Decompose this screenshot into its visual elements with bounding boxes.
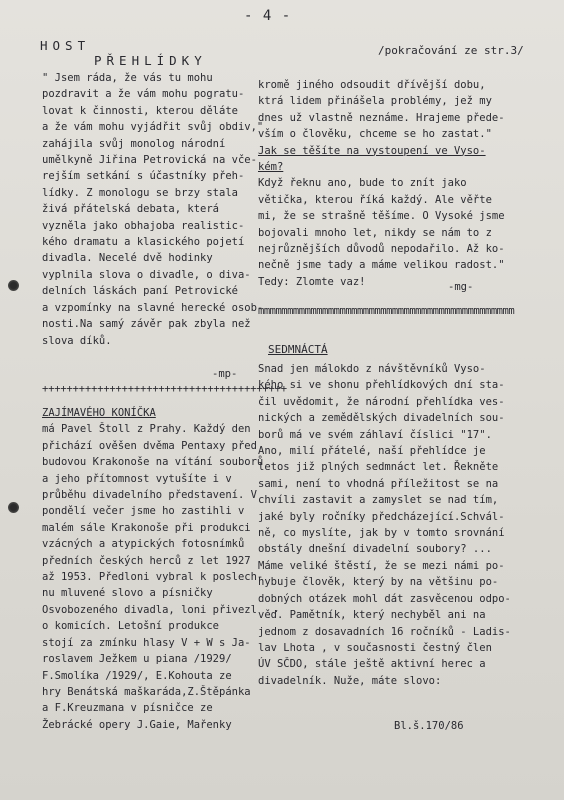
punch-hole xyxy=(8,280,19,291)
continued-text: kromě jiného odsoudit dřívější dobu, ktrá lidem přinášela problémy, jež my dnes už vlastně neznáme. Hrajeme přede- vším o člověku, chceme se ho zastat." xyxy=(258,79,505,141)
article-title-host: HOST xyxy=(40,38,91,53)
continued-note: /pokračování ze str.3/ xyxy=(378,44,524,57)
article-title-konicek: ZAJÍMAVÉHO KONÍČKA xyxy=(42,407,156,419)
closing-line: Tedy: Zlomte vaz! xyxy=(258,275,366,288)
article-title-prehlidky: PŘEHLÍDKY xyxy=(94,53,207,68)
signature-mg: -mg- xyxy=(448,281,474,293)
interview-answer: Když řeknu ano, bude to znít jako větička, kterou říká každý. Ale věřte mi, že se strašně těšíme. O Vysoké jsme bojovali mnoho let, nikdy se nám to z nejrůznějších důvodů nepodařilo. Až ko- nečně jsme tady a máme velikou radost." xyxy=(258,177,505,272)
separator-line-right: mmmmmmmmmmmmmmmmmmmmmmmmmmmmmmmmmmmmmmmmmmmm xyxy=(258,305,515,317)
article-title-sedmnacta: SEDMNÁCTÁ xyxy=(268,343,328,356)
signature-bl: Bl.š.170/86 xyxy=(394,720,464,732)
article-body-host: " Jsem ráda, že vás tu mohu pozdravit a že vám mohu pogratu- lovat k činnosti, kterou děláte a že vám mohu vyjádřit svůj obdiv," zahájila svůj monolog národní umělkyně Jiřina Petrovická na vče- rejším setkání s účastníky přeh- lídky. Z monologu se brzy stala živá přátelská debata, která vyzněla jako obhajoba realistic- kého dramatu a klasického pojetí divadla. Necelé dvě hodinky vyplnila slova o divadle, o diva- delních láskách paní Petrovické a vzpomínky na slavné herecké osob- nosti.Na samý závěr pak zbyla než slova díků. xyxy=(42,72,264,347)
article-body-konicek xyxy=(42,405,263,733)
article-body-continued xyxy=(258,77,505,290)
article-body-sedmnacta: Snad jen málokdo z návštěvníků Vyso- kého si ve shonu přehlídkových dní sta- čil uvědomit, že národní přehlídka ves- nických a zemědělských divadelních sou- borů má ve svém záhlaví číslici "17". Ano, milí přátelé, naší přehlídce je letos již plných sedmnáct let. Řekněte sami, není to vhodná příležitost se na chvíli zastavit a zamyslet se nad tím, jaké byly ročníky předcházející.Schvál- ně, co myslíte, jak by v tomto srovnání obstály dnešní divadelní soubory? ... Máme veliké štěstí, že se mezi námi po- hybuje člověk, který by na většinu po- dobných otázek mohl dát zasvěcenou odpo- věď. Pamětník, který nechyběl ani na jednom z dosavadních 16 ročníků - Ladis- lav Lhota , v současnosti čestný člen ÚV SČDO, stále ještě aktivní herec a divadelník. Nuže, máte slovo: xyxy=(258,363,511,687)
konicek-text: má Pavel Štoll z Prahy. Každý den přichází ověšen dvěma Pentaxy před budovou Krakonoše na vítání souborů a jeho přítomnost vytušíte i v průběhu divadelního představení. V pondělí večer jsme ho zastihli v malém sále Krakonoše při produkci vzácných a atypických fotosnímků předních českých herců z let 1927 až 1953. Předloni vybral k poslech- nu mluvené slovo a písničky Osvobozeného divadla, loni přivezl o komicích. Letošní produkce stojí za zmínku hlasy V + W s Ja- roslavem Ježkem u piana /1929/ F.Smolíka /1929/, E.Kohouta ze hry Benátská maškaráda,Z.Štěpánka a F.Kreuzmana v písničce ze Žebrácké opery J.Gaie, Mařenky xyxy=(42,423,264,731)
interview-question: Jak se těšíte na vystoupení ve Vyso- kém? xyxy=(258,144,486,174)
punch-hole xyxy=(8,502,19,513)
signature-mp: -mp- xyxy=(212,368,238,380)
page-number: - 4 - xyxy=(244,8,292,24)
separator-line: ++++++++++++++++++++++++++++++++++++++++ xyxy=(42,383,287,395)
